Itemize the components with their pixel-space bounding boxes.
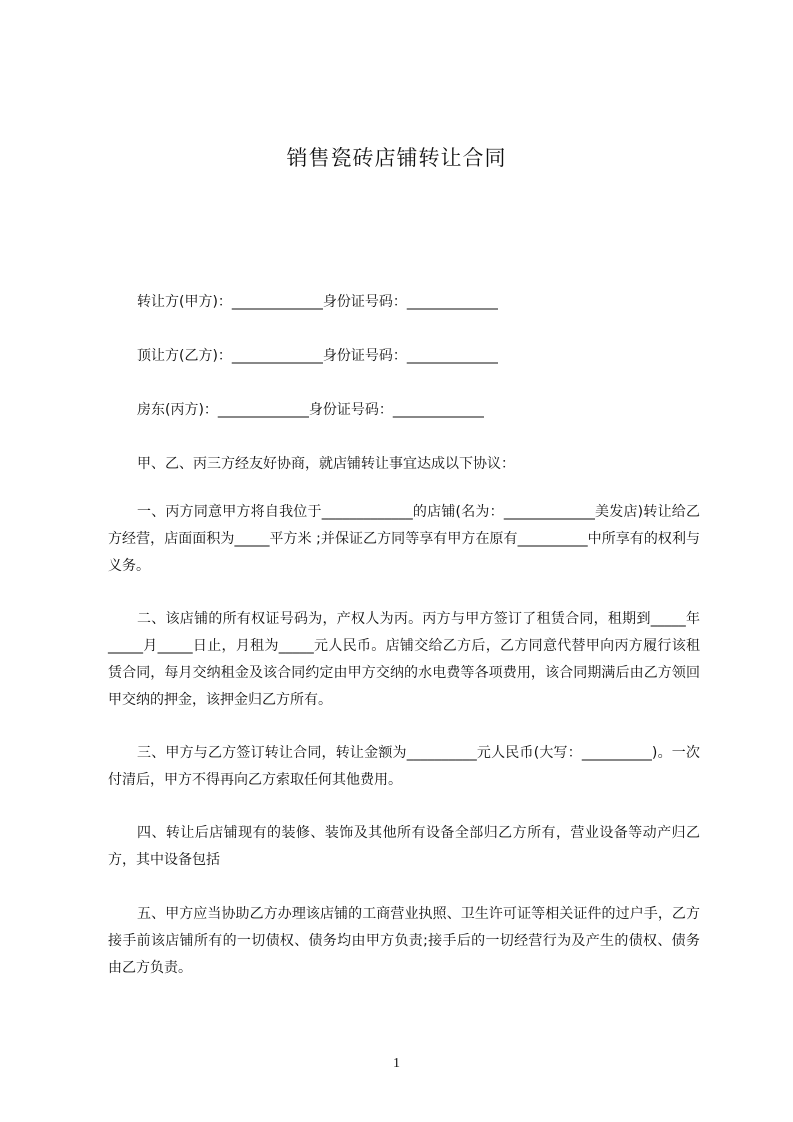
clause-4: 四、转让后店铺现有的装修、装饰及其他所有设备全部归乙方所有，营业设备等动产归乙方，其中设备包括 bbox=[108, 825, 700, 868]
document-title: 销售瓷砖店铺转让合同 bbox=[286, 146, 507, 170]
party-line-landlord: 房东(丙方)：_____________身份证号码：_____________ bbox=[137, 402, 484, 418]
party-line-transferor: 转让方(甲方)：_____________身份证号码：_____________ bbox=[137, 294, 498, 310]
clause-2: 二、该店铺的所有权证号码为，产权人为丙。丙方与甲方签订了租赁合同，租期到_____年_____月_____日止，月租为_____元人民币。店铺交给乙方后，乙方同意代替甲向丙方履行该租赁合同，每月交纳租金及该合同约定由甲方交纳的水电费等各项费用，该合同期满后由乙方领回甲交纳的押金，该押金归乙方所有。 bbox=[108, 611, 700, 708]
clause-1: 一、丙方同意甲方将自我位于_____________的店铺(名为：_____________美发店)转让给乙方经营，店面面积为_____平方米 ;并保证乙方同等享有甲方在原有__________中所享有的权利与义务。 bbox=[108, 504, 700, 574]
clause-5: 五、甲方应当协助乙方办理该店铺的工商营业执照、卫生许可证等相关证件的过户手，乙方接手前该店铺所有的一切债权、债务均由甲方负责;接手后的一切经营行为及产生的债权、债务由乙方负责。 bbox=[108, 906, 700, 976]
intro-paragraph: 甲、乙、丙三方经友好协商，就店铺转让事宜达成以下协议： bbox=[137, 456, 515, 472]
party-line-transferee: 顶让方(乙方)：_____________身份证号码：_____________ bbox=[137, 348, 498, 364]
page-number: 1 bbox=[393, 1056, 400, 1071]
clause-3: 三、甲方与乙方签订转让合同，转让金额为__________元人民币(大写：__________)。一次付清后，甲方不得再向乙方索取任何其他费用。 bbox=[108, 745, 700, 788]
